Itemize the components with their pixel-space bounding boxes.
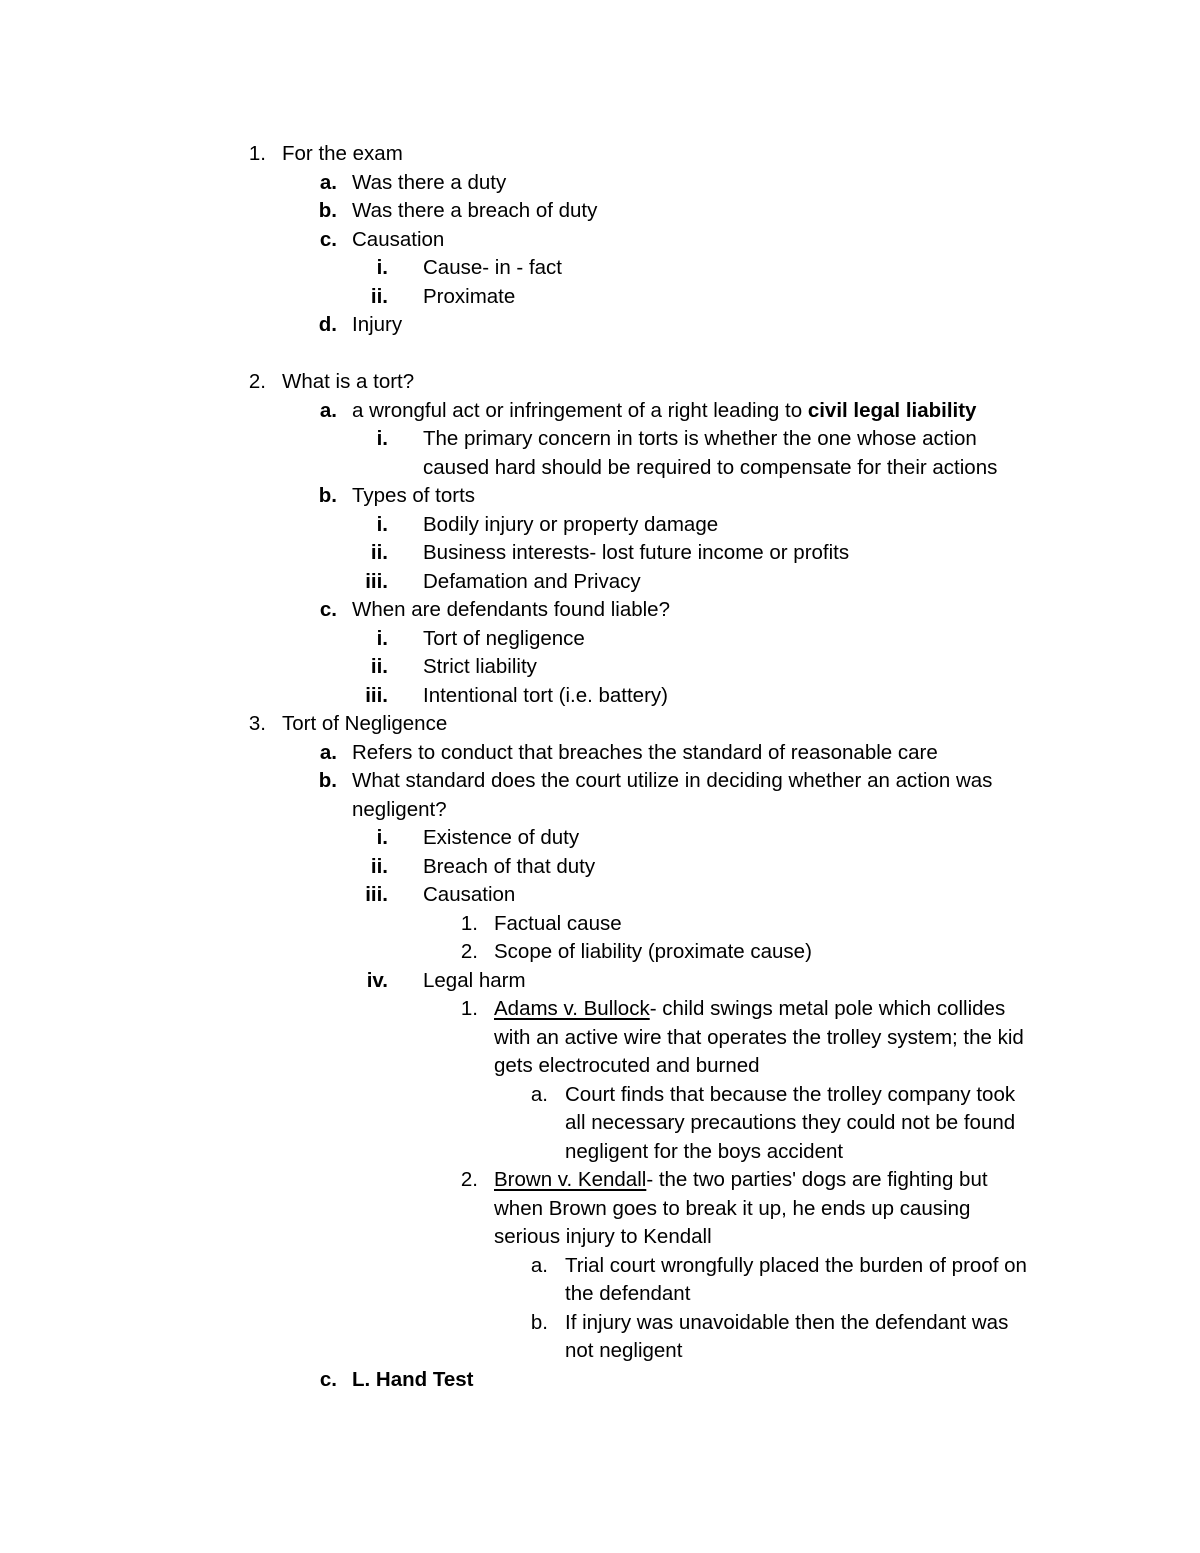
- list-marker: b.: [318, 769, 337, 792]
- item-text: [565, 1280, 690, 1309]
- text-run: Legal harm: [423, 968, 526, 992]
- item-text: [423, 283, 515, 312]
- text-run: When are defendants found liable?: [352, 598, 670, 621]
- text-run: Injury: [352, 313, 403, 336]
- list-marker: 2.: [460, 940, 478, 963]
- item-text: [494, 1024, 1024, 1053]
- text-run: If injury was unavoidable then the defendant was: [565, 1310, 1009, 1334]
- text-run: - the two parties' dogs are fighting but: [646, 1168, 988, 1191]
- item-text: [423, 568, 641, 597]
- item-text: [494, 1223, 712, 1252]
- list-marker: a.: [530, 1082, 548, 1106]
- list-marker: c.: [319, 1367, 337, 1391]
- text-run: Causation: [423, 883, 516, 906]
- list-marker: c.: [319, 227, 337, 251]
- bold-text: L. Hand Test: [352, 1367, 474, 1391]
- text-run: Was there a duty: [352, 170, 507, 194]
- item-text: [352, 482, 475, 511]
- list-marker: a.: [530, 1253, 548, 1277]
- text-run: Was there a breach of duty: [352, 199, 598, 222]
- list-marker: iii.: [365, 683, 388, 707]
- text-run: Causation: [352, 227, 445, 251]
- list-marker: c.: [319, 598, 337, 621]
- item-text: [352, 311, 402, 340]
- item-text: [565, 1138, 843, 1167]
- list-marker: i.: [376, 256, 388, 279]
- bold-text: civil legal liability: [807, 398, 977, 422]
- list-marker: d.: [318, 313, 337, 336]
- text-run: Court finds that because the trolley company took: [565, 1082, 1016, 1106]
- item-text: [423, 454, 997, 483]
- text-run: gets electrocuted and burned: [494, 1054, 760, 1077]
- list-marker: i.: [376, 826, 388, 849]
- text-run: For the exam: [282, 142, 403, 165]
- item-text: [282, 140, 403, 169]
- list-marker: 2.: [248, 370, 266, 393]
- list-marker: b.: [530, 1310, 548, 1334]
- list-marker: i.: [376, 427, 388, 450]
- text-run: with an active wire that operates the trolley system; the kid: [494, 1025, 1024, 1049]
- text-run: Defamation and Privacy: [423, 569, 641, 593]
- item-text: [565, 1081, 1015, 1110]
- item-text: [423, 425, 977, 454]
- text-run: Proximate: [423, 284, 516, 308]
- case-name: Brown v. Kendall: [494, 1168, 647, 1191]
- item-text: [565, 1252, 1027, 1281]
- item-text: [494, 1052, 760, 1081]
- text-run: Business interests- lost future income or profits: [423, 541, 850, 564]
- text-run: Strict liability: [423, 655, 537, 678]
- item-text: [352, 767, 992, 796]
- case-name: Adams v. Bullock: [494, 997, 650, 1020]
- list-marker: i.: [376, 626, 388, 650]
- item-text: [423, 539, 849, 568]
- text-run: Intentional tort (i.e. battery): [423, 683, 668, 707]
- list-marker: a.: [319, 170, 337, 194]
- item-text: [423, 511, 718, 540]
- list-marker: iii.: [365, 569, 388, 593]
- item-text: [352, 226, 444, 255]
- list-marker: 2.: [460, 1168, 478, 1191]
- text-run: Existence of duty: [423, 826, 580, 849]
- list-marker: ii.: [370, 284, 388, 308]
- list-marker: 3.: [248, 712, 266, 735]
- item-text: [352, 197, 597, 226]
- item-text: [352, 596, 670, 625]
- list-marker: 1.: [460, 911, 478, 935]
- item-text: [494, 995, 1005, 1024]
- list-marker: iii.: [365, 883, 388, 906]
- item-text: [494, 938, 812, 967]
- text-run: What is a tort?: [282, 370, 415, 393]
- item-text: [494, 1166, 988, 1195]
- list-marker: ii.: [370, 541, 388, 564]
- item-text: [565, 1109, 1015, 1138]
- text-run: negligent?: [352, 797, 447, 821]
- item-text: [352, 739, 938, 768]
- text-run: Trial court wrongfully placed the burden of proof on: [565, 1253, 1027, 1277]
- text-run: Refers to conduct that breaches the standard of reasonable care: [352, 740, 938, 764]
- item-text: [423, 625, 585, 654]
- list-marker: ii.: [370, 854, 388, 878]
- text-run: Breach of that duty: [423, 854, 596, 878]
- text-run: a wrongful act or infringement of a right leading to: [352, 398, 808, 422]
- list-marker: b.: [318, 484, 337, 507]
- text-run: - child swings metal pole which collides: [649, 997, 1006, 1020]
- item-text: [423, 254, 562, 283]
- item-text: [565, 1337, 682, 1366]
- list-marker: 1.: [460, 997, 478, 1020]
- text-run: Types of torts: [352, 484, 476, 507]
- item-text: [423, 967, 526, 996]
- list-marker: a.: [319, 740, 337, 764]
- text-run: negligent for the boys accident: [565, 1139, 844, 1163]
- item-text: [423, 682, 668, 711]
- list-marker: a.: [319, 398, 337, 422]
- item-text: [352, 397, 976, 426]
- item-text: [423, 824, 579, 853]
- item-text: [352, 1366, 474, 1395]
- text-run: Scope of liability (proximate cause): [494, 940, 812, 963]
- text-run: The primary concern in torts is whether the one whose action: [423, 427, 977, 450]
- item-text: [423, 853, 595, 882]
- list-marker: i.: [376, 512, 388, 536]
- item-text: [423, 881, 515, 910]
- item-text: [352, 169, 506, 198]
- text-run: Factual cause: [494, 911, 622, 935]
- text-run: caused hard should be required to compensate for their actions: [423, 455, 998, 479]
- item-text: [282, 368, 414, 397]
- text-run: Tort of negligence: [423, 626, 585, 650]
- text-run: What standard does the court utilize in deciding whether an action was: [352, 769, 993, 792]
- text-run: Cause- in - fact: [423, 256, 562, 279]
- text-run: Tort of Negligence: [282, 712, 448, 735]
- text-run: all necessary precautions they could not be found: [565, 1111, 1016, 1134]
- text-run: the defendant: [565, 1282, 691, 1305]
- text-run: when Brown goes to break it up, he ends up causing: [494, 1196, 971, 1220]
- text-run: serious injury to Kendall: [494, 1225, 712, 1248]
- text-run: not negligent: [565, 1339, 683, 1362]
- item-text: [352, 796, 447, 825]
- list-marker: b.: [318, 199, 337, 222]
- list-marker: ii.: [370, 655, 388, 678]
- item-text: [494, 1195, 970, 1224]
- list-marker: 1.: [248, 142, 266, 165]
- list-marker: iv.: [366, 968, 388, 992]
- text-run: Bodily injury or property damage: [423, 512, 719, 536]
- item-text: [565, 1309, 1008, 1338]
- item-text: [423, 653, 537, 682]
- item-text: [282, 710, 447, 739]
- item-text: [494, 910, 622, 939]
